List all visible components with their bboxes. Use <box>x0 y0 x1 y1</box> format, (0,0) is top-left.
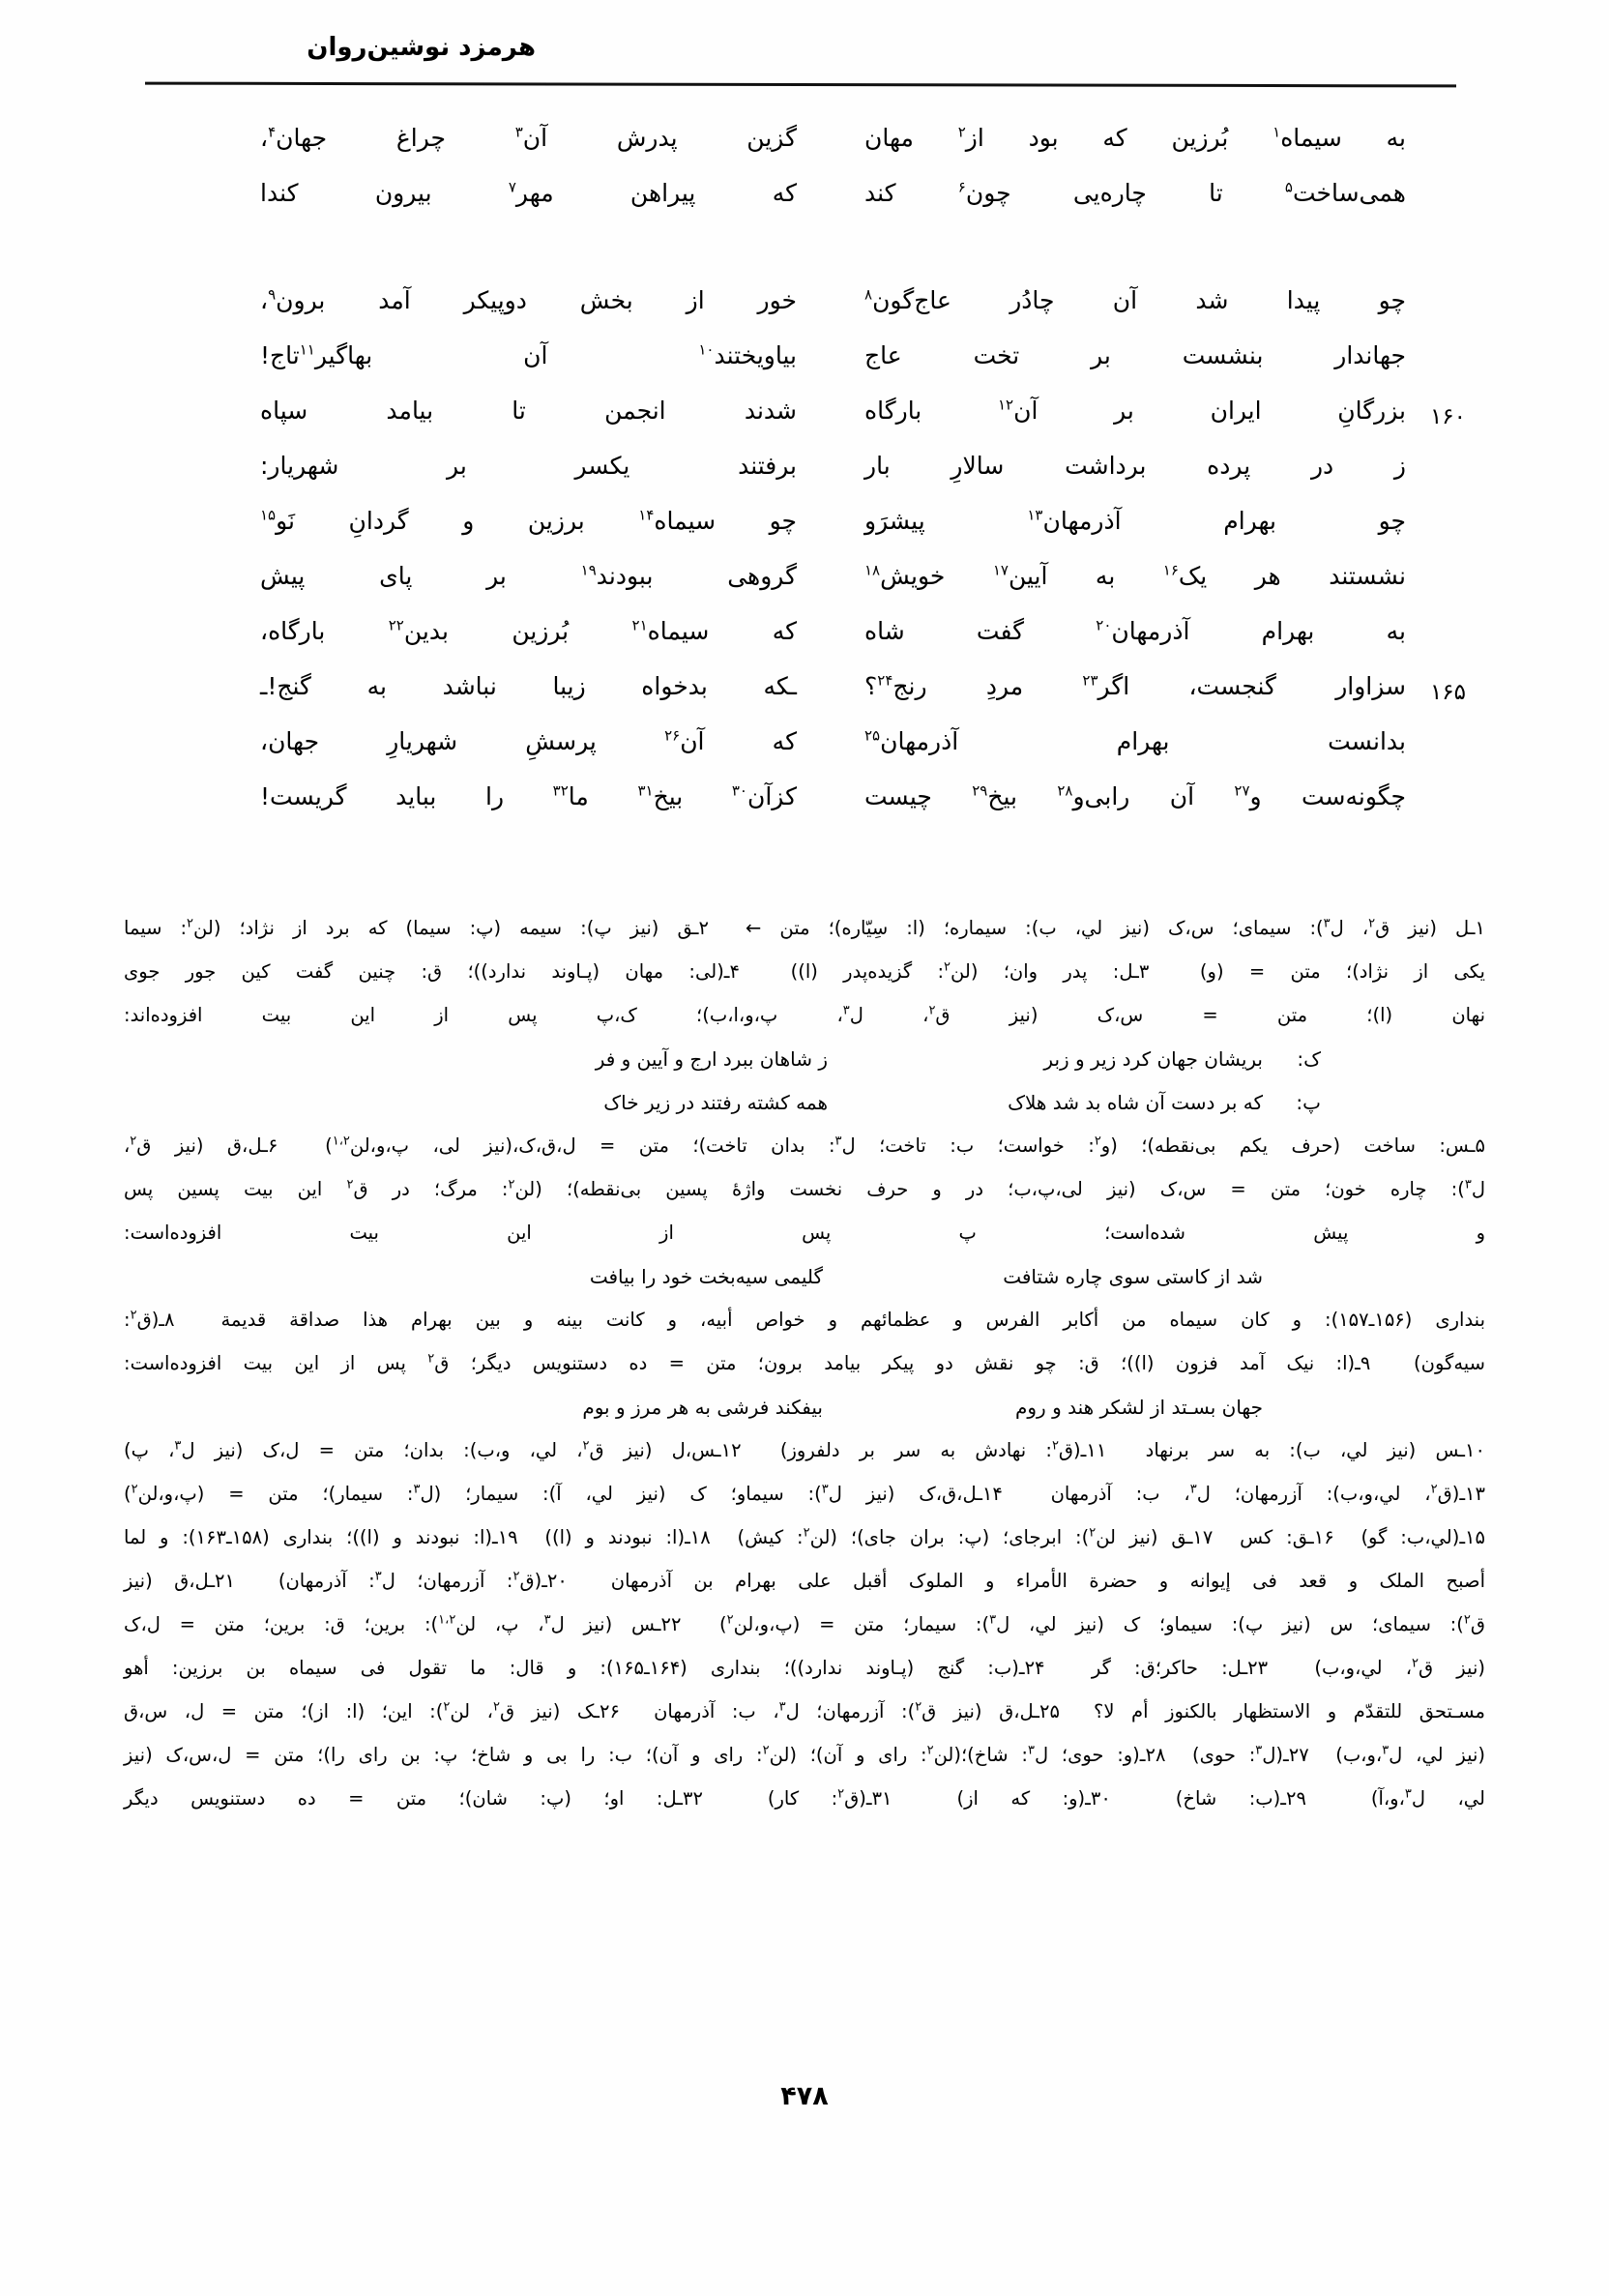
apparatus-note-line: ۱۰ـس (نیز لي، ب): به سر برنهاد ۱۱ـ(ق$^۲$: نهادش به سر بر دلفروز) ۱۲ـس،ل (نیز ق$^۲$، لي، و،ب): بدان؛ متن = ل،ک (نیز ل$^۳$، پ) <box>124 1438 1485 1461</box>
verse-stanza <box>145 123 1464 236</box>
apparatus-note-line: لي، ل$^۳$،و،آ) ۲۹ـ(ب: شاخ) ۳۰ـ(و: که از) ۳۱ـ(ق$^۲$: کار) ۳۲ـل: او؛ (پ: شان)؛ متن = ده دستنویس دیگر <box>124 1786 1485 1810</box>
hemistich-right: همی‌ساخت$^۵$ تا چاره‌یی چون$^۶$ کند <box>864 178 1406 207</box>
apparatus-note-line: سیه‌گون) ۹ـ(ا: نیک آمد فزون (ا))؛ ق: چو نقش دو پیکر بیامد برون؛ متن = ده دستنویس دیگر؛ ق$^۲$ پس از این بیت افزوده‌است: <box>124 1351 1485 1374</box>
hemistich-right: بزرگانِ ایران بر آن$^{۱۲}$ بارگاه <box>864 396 1406 425</box>
hemistich-right: چگونه‌ست و$^{۲۷}$ آن را‌بی‌و$^{۲۸}$ بیخ$^{۲۹}$ چیست <box>864 781 1406 810</box>
hemistich-left: برفتند یکسر بر شهریار: <box>260 452 797 480</box>
apparatus-hemistich-right: بریشان جهان کرد زیر و زبر <box>1043 1047 1263 1071</box>
hemistich-right: نشستند هر یک$^{۱۶}$ به آیین$^{۱۷}$ خویش$^{۱۸}$ <box>864 561 1406 590</box>
verse-block <box>145 123 1466 892</box>
hemistich-right: به بهرام آذرمهان$^{۲۰}$ گفت شاه <box>864 616 1406 645</box>
verse-line <box>145 340 1464 398</box>
apparatus-note-line: (نیز لي، ل$^۳$،و،ب) ۲۷ـ(ل$^۳$: حوی) ۲۸ـ(و: حوی؛ ل$^۳$: شاخ)؛(لن$^۲$: رای و آن)؛ (لن$^۲$: رای و آن)؛ ب: را بی و شاخ؛ پ: بن رای را)؛ متن = ل،س،ک (نیز <box>124 1743 1485 1766</box>
hemistich-left: کزآن$^{۳۰}$ بیخ$^{۳۱}$ ما$^{۳۲}$ را بباید گریست! <box>260 781 797 810</box>
hemistich-left: که سیماه$^{۲۱}$ بُرزین بدین$^{۲۲}$ بارگاه، <box>260 616 798 645</box>
apparatus-hemistich-left: ز شاهان ببرد ارج و آیین و فر <box>595 1047 828 1071</box>
apparatus-note-line: ۱ـل (نیز ق$^۲$، ل$^۳$): سیمای؛ س،ک (نیز لي، ب): سیماره؛ (ا: سِیّاره)؛ متن ← ۲ـق (نیز پ): سیمه (پ: سیما) که برد از نژاد؛ (لن$^۲$: سیما <box>124 916 1485 939</box>
header-rule <box>145 82 1456 88</box>
hemistich-right: چو بهرام آذرمهان$^{۱۳}$ پیشرَو <box>864 506 1406 535</box>
apparatus-note-line: ق$^۲$): سیمای؛ س (نیز پ): سیماو؛ ک (نیز لي، ل$^۳$): سیمار؛ متن = (پ،و،لن$^۲$) ۲۲ـس (نیز ل$^۳$، پ، لن$^{۱،۲}$): برین؛ ق: برین؛ متن = ل،ک <box>124 1612 1485 1635</box>
apparatus-note-line: أصبح الملک و قعد فی إیوانه و حضرة الأمراء و الملوک أقبل علی بهرام بن آذرمهان ۲۰ـ(ق$^۲$: آزرمهان؛ ل$^۳$: آذرمهان) ۲۱ـل،ق (نیز <box>124 1569 1485 1592</box>
verse-line <box>145 178 1464 236</box>
hemistich-left: چو سیماه$^{۱۴}$ برزین و گردانِ نَو$^{۱۵}$ <box>260 506 797 535</box>
apparatus-note-line: ۵ـس: ساخت (حرف یکم بی‌نقطه)؛ (و$^۲$: خواست؛ ب: تاخت؛ ل$^۳$: بدان تاخت)؛ متن = ل،ق،ک،(نیز لی، پ،و،لن$^{۱،۲}$) ۶ـل،ق (نیز ق$^۲$، <box>124 1133 1485 1157</box>
hemistich-left: ـکه بدخواه زیبا نباشد به گنج!ـ <box>260 672 797 700</box>
verse-line <box>145 506 1464 564</box>
hemistich-right: به سیماه$^۱$ بُرزین که بود از$^۲$ مهان <box>864 123 1407 152</box>
verse-line <box>145 561 1464 619</box>
apparatus-variant-couplet <box>124 1049 1485 1093</box>
hemistich-right: جهاندار بنشست بر تخت عاج <box>864 341 1406 369</box>
hemistich-left: گزین پدرش آن$^۳$ چراغ جهان$^۴$، <box>260 123 797 152</box>
apparatus-note-line: و پیش شده‌است؛ پ پس از این بیت افزوده‌است: <box>124 1222 1485 1244</box>
apparatus-note-line: بنداری (۱۵۶ـ۱۵۷): و کان سیماه من أکابر الفرس و عظمائهم و خواص أبیه، و کانت بینه و بین بهرام هذا صداقة قدیمة ۸ـ(ق$^۲$: <box>124 1308 1485 1331</box>
manuscript-sigil: پ: <box>1296 1091 1321 1114</box>
apparatus-added-couplet <box>124 1267 1485 1310</box>
apparatus-note-line: (نیز ق$^۲$، لي،و،ب) ۲۳ـل: حاکر؛ق: گر ۲۴ـ(ب: گنج (پـاوند ندارد))؛ بنداری (۱۶۴ـ۱۶۵): و قال: ما تقول فی سیماه بن برزین: أهو <box>124 1656 1485 1679</box>
apparatus-variant-couplet <box>124 1093 1485 1136</box>
hemistich-right: سزاوار گنجست، اگر$^{۲۳}$ مردِ رنج$^{۲۴}$؟ <box>864 671 1406 700</box>
verse-stanza <box>145 285 1466 839</box>
apparatus-note-line: مسـتحق للتقدّم و الاستظهار بالکنوز أم لا؟ ۲۵ـل،ق (نیز ق$^۲$): آزرمهان؛ ل$^۳$، ب: آذرمهان ۲۶ـک (نیز ق$^۲$، لن$^۲$): این؛ (ا: از)؛ متن = ل، س،ق <box>124 1699 1485 1722</box>
apparatus-note-line: ل$^۳$): چاره خون؛ متن = س،ک (نیز لی،پ،ب؛ در و حرف نخست واژهٔ پسین بی‌نقطه)؛ (لن$^۲$: مرگ؛ در ق$^۲$ این بیت پسین پس <box>124 1177 1485 1200</box>
hemistich-left: که آن$^{۲۶}$ پرسشِ شهریارِ جهان، <box>260 726 797 755</box>
apparatus-note-line: ۱۵ـ(لي،ب: گو) ۱۶ـق: کس ۱۷ـق (نیز لن$^۲$): ابرجای؛ (پ: بران جای)؛ (لن$^۲$: کیش) ۱۸ـ(ا: نبودند و (ا)) ۱۹ـ(ا: نبودند و (ا))؛ بنداری (۱۵۸ـ۱۶۳): و لما <box>124 1525 1485 1548</box>
verse-line <box>145 285 1464 343</box>
hemistich-left: که پیراهن مهر$^۷$ بیرون کندا <box>260 178 797 207</box>
apparatus-note-line: ۱۳ـ(ق$^۲$، لي،و،ب): آزرمهان؛ ل$^۳$، ب: آذرمهان ۱۴ـل،ق،ک (نیز ل$^۳$): سیماو؛ ک (نیز لي، آ): سیمار؛ (ل$^۳$: سیمار)؛ متن = (پ،و،لن$^۲$) <box>124 1482 1485 1505</box>
apparatus-hemistich-left: گلیمی سیه‌بخت خود را بیافت <box>589 1265 823 1288</box>
apparatus-criticus <box>124 916 1485 1833</box>
hemistich-left: گروهی ببودند$^{۱۹}$ بر پای پیش <box>260 561 797 590</box>
verse-line <box>145 398 1464 454</box>
verse-line <box>145 726 1464 784</box>
verse-line-number: ۱۶۰ <box>1429 404 1466 429</box>
apparatus-added-couplet <box>124 1398 1485 1441</box>
hemistich-left: شدند انجمن تا بیامد سپاه <box>260 397 797 425</box>
verse-line <box>145 671 1466 729</box>
manuscript-sigil: ک: <box>1297 1047 1321 1071</box>
apparatus-hemistich-right: که بر دست آن شاه بد شد هلاک <box>1008 1091 1263 1114</box>
folio-number: ۴۷۸ <box>780 2081 829 2111</box>
page-header <box>145 33 1464 91</box>
apparatus-note-line: نهان (ا)؛ متن = س،ک (نیز ق$^۲$، ل$^۳$، پ،و،ا،ب)؛ ک،پ پس از این بیت افزوده‌اند: <box>124 1003 1485 1026</box>
hemistich-left: خور از بخش دوپیکر آمد برون$^۹$، <box>260 285 797 314</box>
apparatus-hemistich-right: جهان بسـتد از لشکر هند و روم <box>1015 1396 1263 1419</box>
verse-line <box>145 781 1464 839</box>
apparatus-hemistich-right: شد از کاستی سوی چاره شتافت <box>1003 1265 1263 1288</box>
verse-line-number: ۱۶۵ <box>1429 680 1466 705</box>
apparatus-hemistich-left: بیفکند فرشی به هر مرز و بوم <box>582 1396 823 1419</box>
hemistich-right: ز در پرده برداشت سالارِ بار <box>864 452 1406 480</box>
running-head: هرمزد نوشین‌روان <box>307 33 536 62</box>
verse-line <box>145 616 1464 674</box>
verse-line <box>145 123 1464 181</box>
hemistich-right: بدانست بهرام آذرمهان$^{۲۵}$ <box>864 726 1406 755</box>
hemistich-left: بیاویختند$^{۱۰}$ آن بهاگیر$^{۱۱}$تاج! <box>260 340 797 369</box>
apparatus-note-line: یکی از نژاد)؛ متن = (و) ۳ـل: پدر وان؛ (لن$^۲$: گزیده‌پدر (ا)) ۴ـ(لی: مهان (پـاوند ندارد))؛ ق: چنین گفت کین جور جوی <box>124 959 1485 983</box>
apparatus-hemistich-left: همه کشته رفتند در زیر خاک <box>603 1091 828 1114</box>
verse-line <box>145 454 1464 509</box>
hemistich-right: چو پیدا شد آن چادُر عاج‌گون$^۸$ <box>864 285 1406 314</box>
